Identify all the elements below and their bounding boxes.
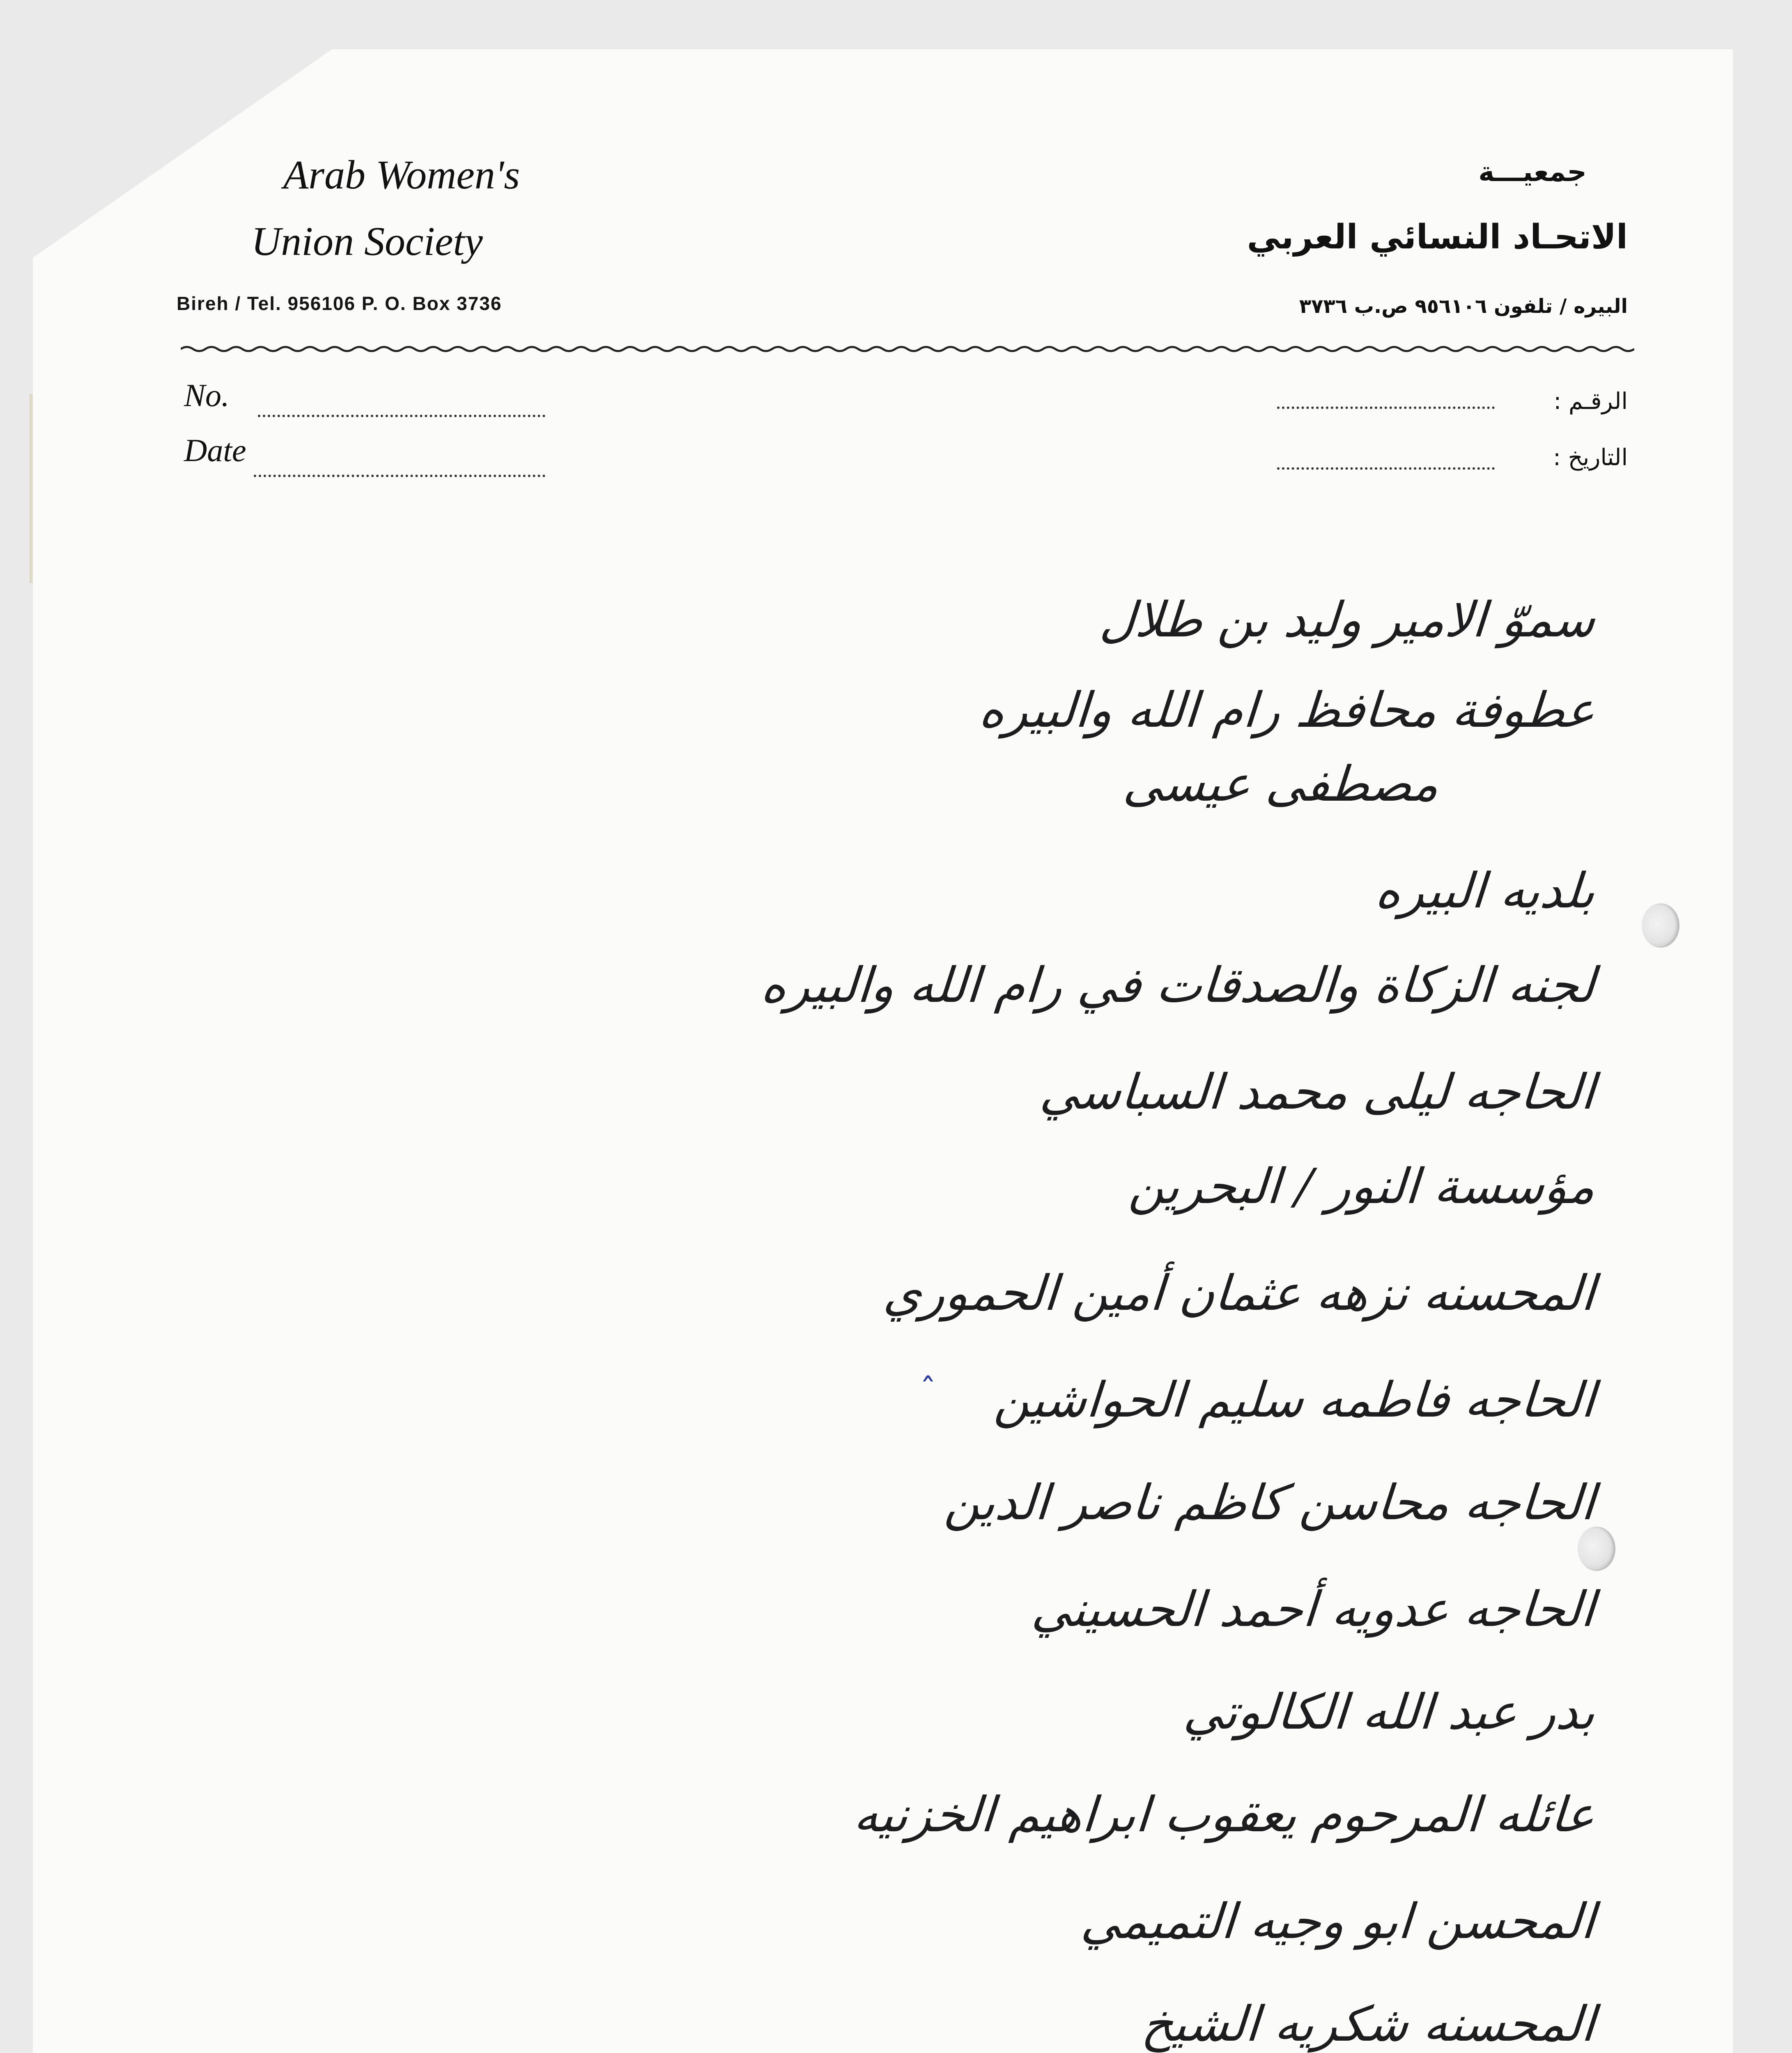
letterhead-divider: [181, 344, 1634, 354]
recipient-line: المحسن ابو وجيه التميمي: [1079, 1893, 1597, 1950]
number-label-arabic: الرقـم :: [1553, 388, 1628, 415]
number-field-line-arabic: [1277, 406, 1495, 409]
date-field-line-arabic: [1277, 467, 1495, 470]
recipient-line: بلديه البيره: [1373, 862, 1597, 919]
recipient-line: مصطفى عيسى: [1121, 756, 1441, 812]
number-label: No.: [184, 377, 230, 413]
date-field-line: [254, 475, 545, 477]
recipient-line: لجنه الزكاة والصدقات في رام الله والبيره: [759, 957, 1597, 1013]
recipient-line: الحاجه عدويه أحمد الحسيني: [1030, 1581, 1597, 1637]
recipient-line: الحاجه فاطمه سليم الحواشين: [992, 1371, 1597, 1428]
punch-hole-top: [1642, 903, 1679, 948]
recipient-line: عائله المرحوم يعقوب ابراهيم الخزنيه: [852, 1786, 1597, 1843]
letterhead-english-line1: Arab Women's: [283, 152, 520, 197]
date-label-arabic: التاريخ :: [1553, 444, 1628, 471]
recipient-line: سموّ الامير وليد بن طلال: [1098, 591, 1597, 648]
letterhead-arabic-union: الاتحـاد النسائي العربي: [1247, 218, 1628, 257]
recipient-line: المحسنه شكريه الشيخ: [1140, 1996, 1597, 2052]
recipient-line: الحاجه محاسن كاظم ناصر الدين: [943, 1474, 1597, 1531]
punch-hole-bottom: [1578, 1527, 1615, 1571]
letterhead-english-contact: Bireh / Tel. 956106 P. O. Box 3736: [177, 293, 502, 314]
recipient-line: المحسنه نزهه عثمان أمين الحموري: [881, 1265, 1597, 1321]
blue-ink-mark: ˆ: [920, 1371, 936, 1410]
recipient-line: الحاجه ليلى محمد السباسي: [1038, 1063, 1597, 1120]
letterhead-english-line2: Union Society: [251, 218, 483, 264]
letterhead-arabic-society: جمعيـــة: [1478, 156, 1587, 188]
recipient-line: عطوفة محافظ رام الله والبيره: [977, 682, 1597, 738]
recipient-line: مؤسسة النور / البحرين: [1127, 1158, 1597, 1215]
date-label: Date: [184, 432, 246, 468]
recipient-line: بدر عبد الله الكالوتي: [1181, 1683, 1597, 1740]
letterhead-arabic-contact: البيره / تلفون ٩٥٦١٠٦ ص.ب ٣٧٣٦: [1299, 295, 1628, 318]
number-field-line: [258, 415, 545, 417]
